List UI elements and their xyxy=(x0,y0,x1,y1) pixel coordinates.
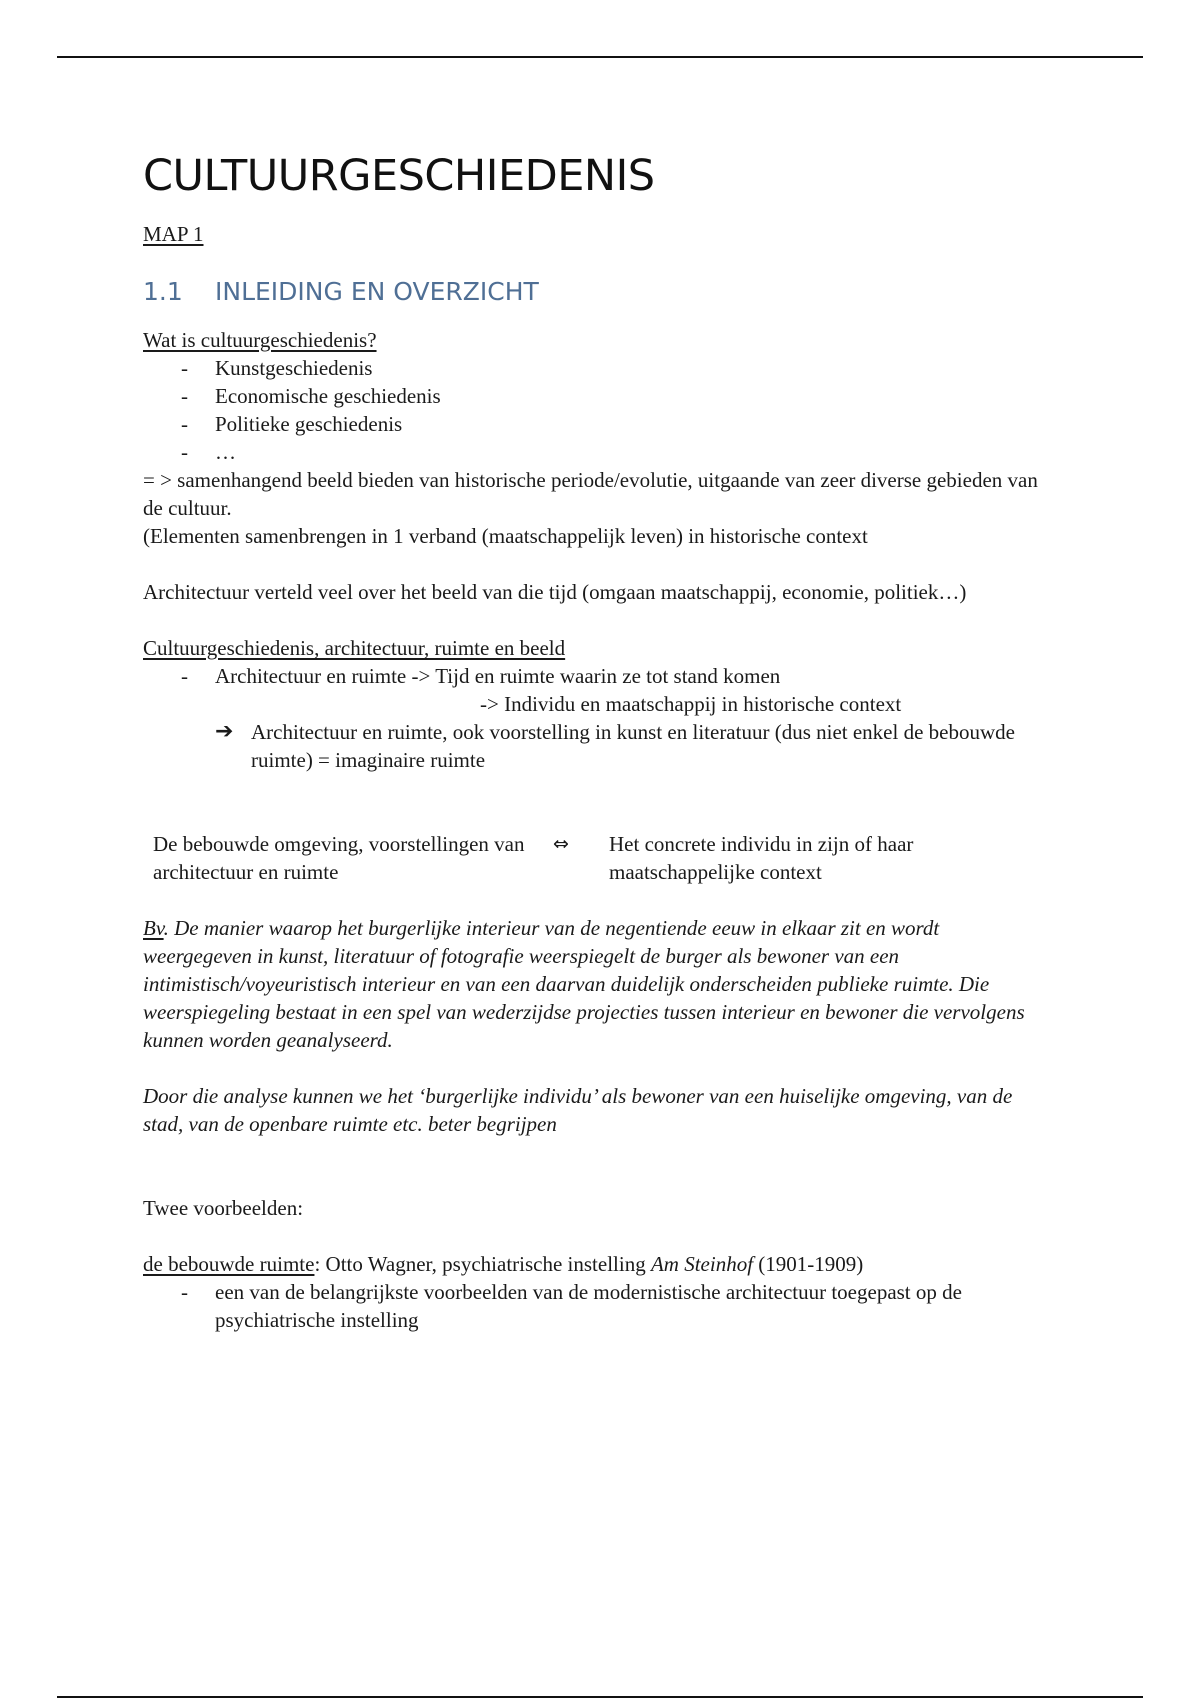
list-item-text: Architectuur en ruimte -> Tijd en ruimte waarin ze tot stand komen xyxy=(215,664,781,688)
example-text: . De manier waarop het burgerlijke interieur van de negentiende eeuw in elkaar zit en wordt weergegeven in kunst, literatuur of fotografie weerspiegelt de burger als bewoner van een intimistisch/voyeuristisch interieur en van een daarvan duidelijk onderscheiden publieke ruimte. Die weerspiegeling bestaat in een spel van wederzijdse projecties tussen interieur en bewoner die vervolgens kunnen worden geanalyseerd. xyxy=(143,916,1025,1052)
comparison-left: De bebouwde omgeving, voorstellingen van architectuur en ruimte xyxy=(153,832,525,884)
list-item-text: Economische geschiedenis xyxy=(215,384,441,408)
built-space-title: Am Steinhof xyxy=(650,1252,754,1276)
architecture-note: Architectuur verteld veel over het beeld van die tijd (omgaan maatschappij, economie, politiek…) xyxy=(143,580,967,604)
list-item xyxy=(143,1278,1043,1334)
example-paragraph xyxy=(143,914,1043,1054)
question-heading: Wat is cultuurgeschiedenis? xyxy=(143,328,377,352)
list-item xyxy=(143,354,1043,382)
list-item-text: Kunstgeschiedenis xyxy=(215,356,373,380)
question-block-2 xyxy=(143,634,1043,774)
list-item-text: … xyxy=(215,440,236,464)
list-item-text: Politieke geschiedenis xyxy=(215,412,403,436)
two-examples-heading: Twee voorbeelden: xyxy=(143,1196,304,1220)
list-item xyxy=(143,382,1043,410)
section-title: INLEIDING EN OVERZICHT xyxy=(215,277,539,306)
list-dash: - xyxy=(181,412,188,436)
list-dash: - xyxy=(181,356,188,380)
list-item xyxy=(143,410,1043,438)
comparison-right: Het concrete individu in zijn of haar maatschappelijke context xyxy=(609,832,914,884)
left-right-arrow-icon: ⇔ xyxy=(553,833,569,855)
context-paragraph: (Elementen samenbrengen in 1 verband (maatschappelijk leven) in historische context xyxy=(143,524,868,548)
section-number: 1.1 xyxy=(143,277,183,306)
arrow-item-text: Architectuur en ruimte, ook voorstelling in kunst en literatuur (dus niet enkel de bebouwde ruimte) = imaginaire ruimte xyxy=(251,720,1015,772)
document-body xyxy=(143,148,1043,1334)
arrow-item xyxy=(143,718,1043,774)
list-dash: - xyxy=(181,440,188,464)
built-space-label: de bebouwde ruimte xyxy=(143,1252,315,1276)
built-space-years: (1901-1909) xyxy=(753,1252,864,1276)
list-item-continuation: -> Individu en maatschappij in historische context xyxy=(480,692,902,716)
top-rule xyxy=(57,56,1143,58)
list-item xyxy=(143,662,1043,690)
built-space-block xyxy=(143,1250,1043,1334)
summary-paragraph: = > samenhangend beeld bieden van historische periode/evolutie, uitgaande van zeer diverse gebieden van de cultuur. xyxy=(143,468,1038,520)
map-label: MAP 1 xyxy=(143,222,204,246)
architecture-list xyxy=(143,662,1043,690)
list-item xyxy=(143,438,1043,466)
list-dash: - xyxy=(181,384,188,408)
section-heading xyxy=(143,272,1043,312)
analysis-paragraph: Door die analyse kunnen we het ‘burgerlijke individu’ als bewoner van een huiselijke omgeving, van de stad, van de openbare ruimte etc. beter begrijpen xyxy=(143,1084,1013,1136)
example-label: Bv xyxy=(143,916,164,940)
built-space-list xyxy=(143,1278,1043,1334)
question-block-1 xyxy=(143,326,1043,550)
question-heading: Cultuurgeschiedenis, architectuur, ruimte en beeld xyxy=(143,636,566,660)
comparison-block xyxy=(143,830,1043,886)
list-item-text: een van de belangrijkste voorbeelden van de modernistische architectuur toegepast op de psychiatrische instelling xyxy=(215,1280,962,1332)
list-dash: - xyxy=(181,664,188,688)
document-title: CULTUURGESCHIEDENIS xyxy=(143,151,655,201)
built-space-line xyxy=(143,1250,1043,1278)
list-dash: - xyxy=(181,1280,188,1304)
built-space-text: : Otto Wagner, psychiatrische instelling xyxy=(314,1252,651,1276)
cultuur-list xyxy=(143,354,1043,466)
bottom-rule xyxy=(57,1696,1143,1698)
arrow-right-icon: ➔ xyxy=(215,719,234,744)
